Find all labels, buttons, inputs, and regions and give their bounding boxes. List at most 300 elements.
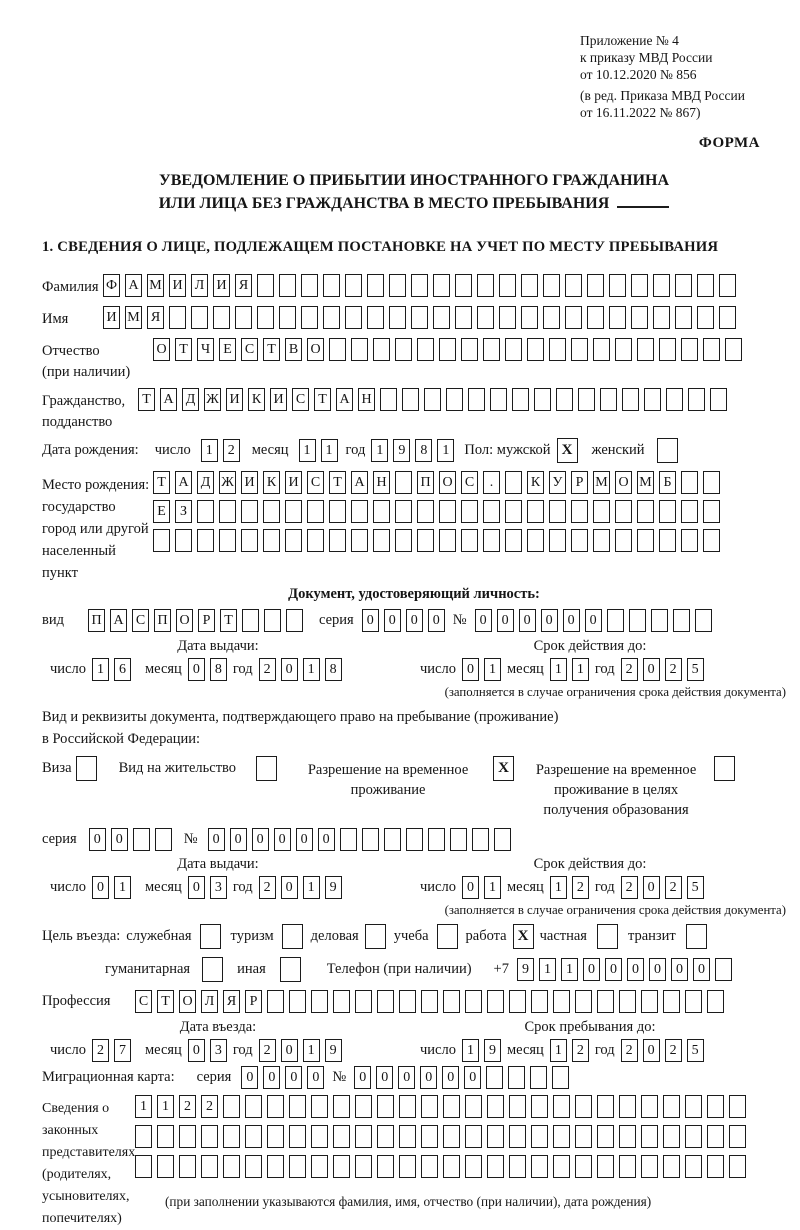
char-box[interactable]: А [351, 471, 368, 494]
valid-month-input[interactable] [550, 876, 589, 899]
char-box[interactable]: 0 [252, 828, 269, 851]
char-box[interactable] [641, 1125, 658, 1148]
char-box[interactable] [487, 1125, 504, 1148]
char-box[interactable] [707, 1095, 724, 1118]
char-box[interactable] [311, 1155, 328, 1178]
char-box[interactable] [663, 1095, 680, 1118]
char-box[interactable]: 0 [428, 609, 445, 632]
char-box[interactable]: 1 [92, 658, 109, 681]
char-box[interactable]: М [147, 274, 164, 297]
char-box[interactable] [307, 500, 324, 523]
char-box[interactable] [267, 1095, 284, 1118]
char-box[interactable] [355, 990, 372, 1013]
char-box[interactable] [355, 1095, 372, 1118]
char-box[interactable]: Е [153, 500, 170, 523]
char-box[interactable]: А [160, 388, 177, 411]
valid-day-input[interactable] [462, 876, 501, 899]
char-box[interactable] [527, 338, 544, 361]
char-box[interactable]: 0 [605, 958, 622, 981]
char-box[interactable]: 9 [325, 1039, 342, 1062]
char-box[interactable] [157, 1155, 174, 1178]
char-box[interactable] [531, 1155, 548, 1178]
char-box[interactable] [443, 1095, 460, 1118]
char-box[interactable] [241, 500, 258, 523]
char-box[interactable] [659, 500, 676, 523]
char-box[interactable]: Т [314, 388, 331, 411]
char-box[interactable]: Ф [103, 274, 120, 297]
char-box[interactable] [486, 1066, 503, 1089]
char-box[interactable]: Р [245, 990, 262, 1013]
char-box[interactable] [367, 306, 384, 329]
char-box[interactable]: Т [220, 609, 237, 632]
char-box[interactable] [241, 529, 258, 552]
char-box[interactable]: 0 [285, 1066, 302, 1089]
char-box[interactable] [487, 990, 504, 1013]
char-box[interactable] [703, 338, 720, 361]
char-box[interactable] [439, 529, 456, 552]
char-box[interactable]: Л [201, 990, 218, 1013]
char-box[interactable]: С [292, 388, 309, 411]
char-box[interactable]: Л [191, 274, 208, 297]
char-box[interactable] [505, 529, 522, 552]
char-box[interactable] [133, 828, 150, 851]
char-box[interactable] [509, 1155, 526, 1178]
char-box[interactable]: 9 [517, 958, 534, 981]
char-box[interactable]: О [179, 990, 196, 1013]
char-box[interactable] [487, 1155, 504, 1178]
char-box[interactable] [490, 388, 507, 411]
char-box[interactable]: 1 [539, 958, 556, 981]
char-box[interactable] [659, 529, 676, 552]
char-box[interactable] [508, 1066, 525, 1089]
stay-month-input[interactable] [550, 1039, 589, 1062]
char-box[interactable] [223, 1155, 240, 1178]
char-box[interactable] [333, 990, 350, 1013]
char-box[interactable]: 0 [281, 1039, 298, 1062]
char-box[interactable]: 2 [201, 1095, 218, 1118]
entry-year-input[interactable] [259, 1039, 342, 1062]
char-box[interactable] [417, 338, 434, 361]
char-box[interactable] [675, 306, 692, 329]
char-box[interactable]: 1 [462, 1039, 479, 1062]
char-box[interactable]: Е [219, 338, 236, 361]
char-box[interactable]: М [125, 306, 142, 329]
char-box[interactable] [499, 306, 516, 329]
char-box[interactable] [373, 338, 390, 361]
char-box[interactable] [219, 529, 236, 552]
char-box[interactable] [622, 388, 639, 411]
char-box[interactable] [279, 306, 296, 329]
char-box[interactable]: А [110, 609, 127, 632]
char-box[interactable] [697, 274, 714, 297]
char-box[interactable] [615, 529, 632, 552]
birth-place-line3[interactable] [153, 529, 720, 552]
char-box[interactable]: О [615, 471, 632, 494]
char-box[interactable] [637, 529, 654, 552]
char-box[interactable] [707, 990, 724, 1013]
char-box[interactable]: 2 [665, 658, 682, 681]
stay-day-input[interactable] [462, 1039, 501, 1062]
char-box[interactable]: 0 [384, 609, 401, 632]
char-box[interactable]: Т [329, 471, 346, 494]
char-box[interactable] [395, 471, 412, 494]
doc-series-input[interactable] [362, 609, 445, 632]
char-box[interactable] [543, 306, 560, 329]
char-box[interactable] [307, 529, 324, 552]
char-box[interactable] [703, 500, 720, 523]
char-box[interactable] [301, 274, 318, 297]
char-box[interactable]: 0 [627, 958, 644, 981]
purpose-other-checkbox[interactable] [280, 957, 301, 982]
char-box[interactable]: К [527, 471, 544, 494]
char-box[interactable] [395, 338, 412, 361]
char-box[interactable] [543, 274, 560, 297]
char-box[interactable] [285, 500, 302, 523]
char-box[interactable] [663, 990, 680, 1013]
char-box[interactable] [377, 1155, 394, 1178]
char-box[interactable]: А [125, 274, 142, 297]
char-box[interactable] [549, 500, 566, 523]
char-box[interactable] [631, 274, 648, 297]
char-box[interactable] [729, 1125, 746, 1148]
citizenship-input[interactable] [138, 388, 727, 411]
char-box[interactable]: 0 [583, 958, 600, 981]
char-box[interactable]: 2 [665, 1039, 682, 1062]
char-box[interactable] [311, 1125, 328, 1148]
char-box[interactable] [609, 306, 626, 329]
char-box[interactable] [477, 274, 494, 297]
char-box[interactable] [289, 1155, 306, 1178]
char-box[interactable] [703, 529, 720, 552]
char-box[interactable] [395, 529, 412, 552]
char-box[interactable] [673, 609, 690, 632]
char-box[interactable] [213, 306, 230, 329]
temp-residence-checkbox[interactable]: X [493, 756, 514, 781]
char-box[interactable]: 8 [325, 658, 342, 681]
char-box[interactable]: А [175, 471, 192, 494]
char-box[interactable]: Я [223, 990, 240, 1013]
char-box[interactable] [461, 529, 478, 552]
char-box[interactable]: 0 [296, 828, 313, 851]
char-box[interactable] [571, 500, 588, 523]
visa-checkbox[interactable] [76, 756, 97, 781]
entry-day-input[interactable] [92, 1039, 131, 1062]
char-box[interactable]: 2 [259, 1039, 276, 1062]
char-box[interactable]: 0 [398, 1066, 415, 1089]
char-box[interactable] [443, 990, 460, 1013]
char-box[interactable] [333, 1125, 350, 1148]
char-box[interactable]: 0 [519, 609, 536, 632]
char-box[interactable] [345, 306, 362, 329]
char-box[interactable] [421, 1095, 438, 1118]
char-box[interactable] [597, 1155, 614, 1178]
char-box[interactable]: 0 [420, 1066, 437, 1089]
char-box[interactable]: 1 [201, 439, 218, 462]
char-box[interactable] [641, 990, 658, 1013]
char-box[interactable] [509, 1095, 526, 1118]
char-box[interactable] [235, 306, 252, 329]
char-box[interactable]: К [248, 388, 265, 411]
char-box[interactable]: 0 [475, 609, 492, 632]
issue-day-input[interactable] [92, 876, 131, 899]
residence-permit-checkbox[interactable] [256, 756, 277, 781]
char-box[interactable] [179, 1125, 196, 1148]
char-box[interactable] [380, 388, 397, 411]
phone-input[interactable] [517, 958, 732, 981]
char-box[interactable] [362, 828, 379, 851]
char-box[interactable] [395, 500, 412, 523]
char-box[interactable] [659, 338, 676, 361]
purpose-work-checkbox[interactable]: X [513, 924, 534, 949]
char-box[interactable]: И [285, 471, 302, 494]
char-box[interactable] [666, 388, 683, 411]
char-box[interactable]: Н [358, 388, 375, 411]
char-box[interactable] [571, 529, 588, 552]
profession-input[interactable] [135, 990, 724, 1013]
char-box[interactable] [279, 274, 296, 297]
char-box[interactable] [355, 1155, 372, 1178]
char-box[interactable] [455, 274, 472, 297]
char-box[interactable]: 0 [281, 876, 298, 899]
char-box[interactable] [373, 529, 390, 552]
char-box[interactable]: 1 [572, 658, 589, 681]
representatives-line3[interactable] [135, 1155, 746, 1178]
char-box[interactable]: Д [197, 471, 214, 494]
char-box[interactable] [619, 1155, 636, 1178]
char-box[interactable] [505, 500, 522, 523]
char-box[interactable]: Т [157, 990, 174, 1013]
char-box[interactable] [443, 1155, 460, 1178]
char-box[interactable] [377, 1095, 394, 1118]
char-box[interactable]: 2 [92, 1039, 109, 1062]
char-box[interactable]: 1 [437, 439, 454, 462]
char-box[interactable]: 2 [572, 1039, 589, 1062]
char-box[interactable] [411, 274, 428, 297]
char-box[interactable] [245, 1125, 262, 1148]
char-box[interactable] [663, 1125, 680, 1148]
char-box[interactable] [593, 529, 610, 552]
char-box[interactable] [697, 306, 714, 329]
char-box[interactable] [329, 529, 346, 552]
char-box[interactable] [494, 828, 511, 851]
char-box[interactable] [531, 1125, 548, 1148]
char-box[interactable] [597, 990, 614, 1013]
char-box[interactable] [509, 1125, 526, 1148]
char-box[interactable] [286, 609, 303, 632]
char-box[interactable] [399, 1155, 416, 1178]
char-box[interactable] [609, 274, 626, 297]
char-box[interactable] [285, 529, 302, 552]
char-box[interactable] [600, 388, 617, 411]
char-box[interactable]: 0 [376, 1066, 393, 1089]
char-box[interactable]: 1 [135, 1095, 152, 1118]
char-box[interactable]: З [175, 500, 192, 523]
char-box[interactable]: 2 [621, 658, 638, 681]
char-box[interactable]: 0 [693, 958, 710, 981]
char-box[interactable]: 5 [687, 1039, 704, 1062]
char-box[interactable]: О [307, 338, 324, 361]
char-box[interactable]: О [153, 338, 170, 361]
char-box[interactable] [223, 1095, 240, 1118]
char-box[interactable]: Н [373, 471, 390, 494]
char-box[interactable] [355, 1125, 372, 1148]
char-box[interactable] [575, 1095, 592, 1118]
char-box[interactable] [499, 274, 516, 297]
char-box[interactable] [242, 609, 259, 632]
char-box[interactable] [323, 274, 340, 297]
char-box[interactable] [263, 529, 280, 552]
char-box[interactable]: 2 [621, 876, 638, 899]
char-box[interactable]: 0 [462, 876, 479, 899]
char-box[interactable]: У [549, 471, 566, 494]
char-box[interactable]: 1 [561, 958, 578, 981]
char-box[interactable] [433, 306, 450, 329]
char-box[interactable]: 2 [572, 876, 589, 899]
char-box[interactable]: 0 [643, 658, 660, 681]
char-box[interactable]: 5 [687, 876, 704, 899]
char-box[interactable] [201, 1125, 218, 1148]
mc-number-input[interactable] [354, 1066, 569, 1089]
char-box[interactable] [710, 388, 727, 411]
mc-series-input[interactable] [241, 1066, 324, 1089]
char-box[interactable] [663, 1155, 680, 1178]
char-box[interactable] [417, 500, 434, 523]
char-box[interactable]: О [439, 471, 456, 494]
char-box[interactable]: 1 [550, 876, 567, 899]
char-box[interactable]: И [103, 306, 120, 329]
char-box[interactable]: 0 [585, 609, 602, 632]
char-box[interactable]: И [213, 274, 230, 297]
char-box[interactable]: 0 [563, 609, 580, 632]
char-box[interactable] [289, 1095, 306, 1118]
valid-day-input[interactable] [462, 658, 501, 681]
char-box[interactable] [373, 500, 390, 523]
char-box[interactable] [719, 306, 736, 329]
char-box[interactable] [264, 609, 281, 632]
char-box[interactable] [615, 500, 632, 523]
char-box[interactable] [289, 990, 306, 1013]
char-box[interactable] [477, 306, 494, 329]
char-box[interactable] [311, 1095, 328, 1118]
char-box[interactable]: 1 [303, 658, 320, 681]
char-box[interactable]: Т [153, 471, 170, 494]
char-box[interactable] [399, 990, 416, 1013]
char-box[interactable] [267, 1125, 284, 1148]
char-box[interactable] [417, 529, 434, 552]
char-box[interactable] [619, 1095, 636, 1118]
char-box[interactable] [465, 990, 482, 1013]
char-box[interactable] [681, 500, 698, 523]
char-box[interactable]: 2 [223, 439, 240, 462]
char-box[interactable]: 0 [464, 1066, 481, 1089]
char-box[interactable]: 0 [649, 958, 666, 981]
char-box[interactable]: 0 [92, 876, 109, 899]
char-box[interactable]: Ж [219, 471, 236, 494]
char-box[interactable] [472, 828, 489, 851]
char-box[interactable] [653, 274, 670, 297]
birth-day-input[interactable] [201, 439, 240, 462]
char-box[interactable] [575, 1155, 592, 1178]
char-box[interactable]: 1 [299, 439, 316, 462]
char-box[interactable] [461, 338, 478, 361]
char-box[interactable] [351, 529, 368, 552]
char-box[interactable] [641, 1155, 658, 1178]
char-box[interactable]: Т [175, 338, 192, 361]
issue-year-input[interactable] [259, 876, 342, 899]
char-box[interactable] [402, 388, 419, 411]
char-box[interactable] [527, 500, 544, 523]
char-box[interactable]: С [307, 471, 324, 494]
char-box[interactable] [257, 306, 274, 329]
representatives-line1[interactable] [135, 1095, 746, 1118]
char-box[interactable] [483, 529, 500, 552]
birth-place-line2[interactable] [153, 500, 720, 523]
char-box[interactable] [468, 388, 485, 411]
purpose-transit-checkbox[interactable] [686, 924, 707, 949]
char-box[interactable] [329, 338, 346, 361]
char-box[interactable] [223, 1125, 240, 1148]
char-box[interactable] [631, 306, 648, 329]
char-box[interactable]: 0 [362, 609, 379, 632]
char-box[interactable] [465, 1155, 482, 1178]
birth-month-input[interactable] [299, 439, 338, 462]
char-box[interactable] [715, 958, 732, 981]
char-box[interactable]: 2 [665, 876, 682, 899]
char-box[interactable] [191, 306, 208, 329]
char-box[interactable] [465, 1095, 482, 1118]
char-box[interactable] [637, 500, 654, 523]
char-box[interactable]: М [593, 471, 610, 494]
char-box[interactable] [219, 500, 236, 523]
char-box[interactable] [443, 1125, 460, 1148]
char-box[interactable]: И [169, 274, 186, 297]
name-input[interactable] [103, 306, 736, 329]
char-box[interactable] [707, 1125, 724, 1148]
char-box[interactable]: 0 [263, 1066, 280, 1089]
valid-year-input[interactable] [621, 658, 704, 681]
char-box[interactable]: 8 [415, 439, 432, 462]
char-box[interactable] [509, 990, 526, 1013]
char-box[interactable] [571, 338, 588, 361]
char-box[interactable] [681, 471, 698, 494]
char-box[interactable]: 1 [321, 439, 338, 462]
char-box[interactable]: И [226, 388, 243, 411]
char-box[interactable] [597, 1125, 614, 1148]
male-checkbox[interactable]: X [557, 438, 578, 463]
char-box[interactable] [446, 388, 463, 411]
char-box[interactable]: 2 [259, 876, 276, 899]
char-box[interactable] [688, 388, 705, 411]
char-box[interactable] [433, 274, 450, 297]
char-box[interactable] [201, 1155, 218, 1178]
char-box[interactable] [424, 388, 441, 411]
char-box[interactable] [556, 388, 573, 411]
char-box[interactable] [461, 500, 478, 523]
char-box[interactable] [421, 1155, 438, 1178]
char-box[interactable] [552, 1066, 569, 1089]
char-box[interactable] [512, 388, 529, 411]
char-box[interactable]: 2 [259, 658, 276, 681]
char-box[interactable]: 1 [484, 658, 501, 681]
char-box[interactable]: Б [659, 471, 676, 494]
char-box[interactable] [377, 990, 394, 1013]
purpose-study-checkbox[interactable] [437, 924, 458, 949]
char-box[interactable]: 3 [210, 1039, 227, 1062]
char-box[interactable] [531, 990, 548, 1013]
char-box[interactable] [685, 1155, 702, 1178]
char-box[interactable] [587, 306, 604, 329]
char-box[interactable] [333, 1095, 350, 1118]
